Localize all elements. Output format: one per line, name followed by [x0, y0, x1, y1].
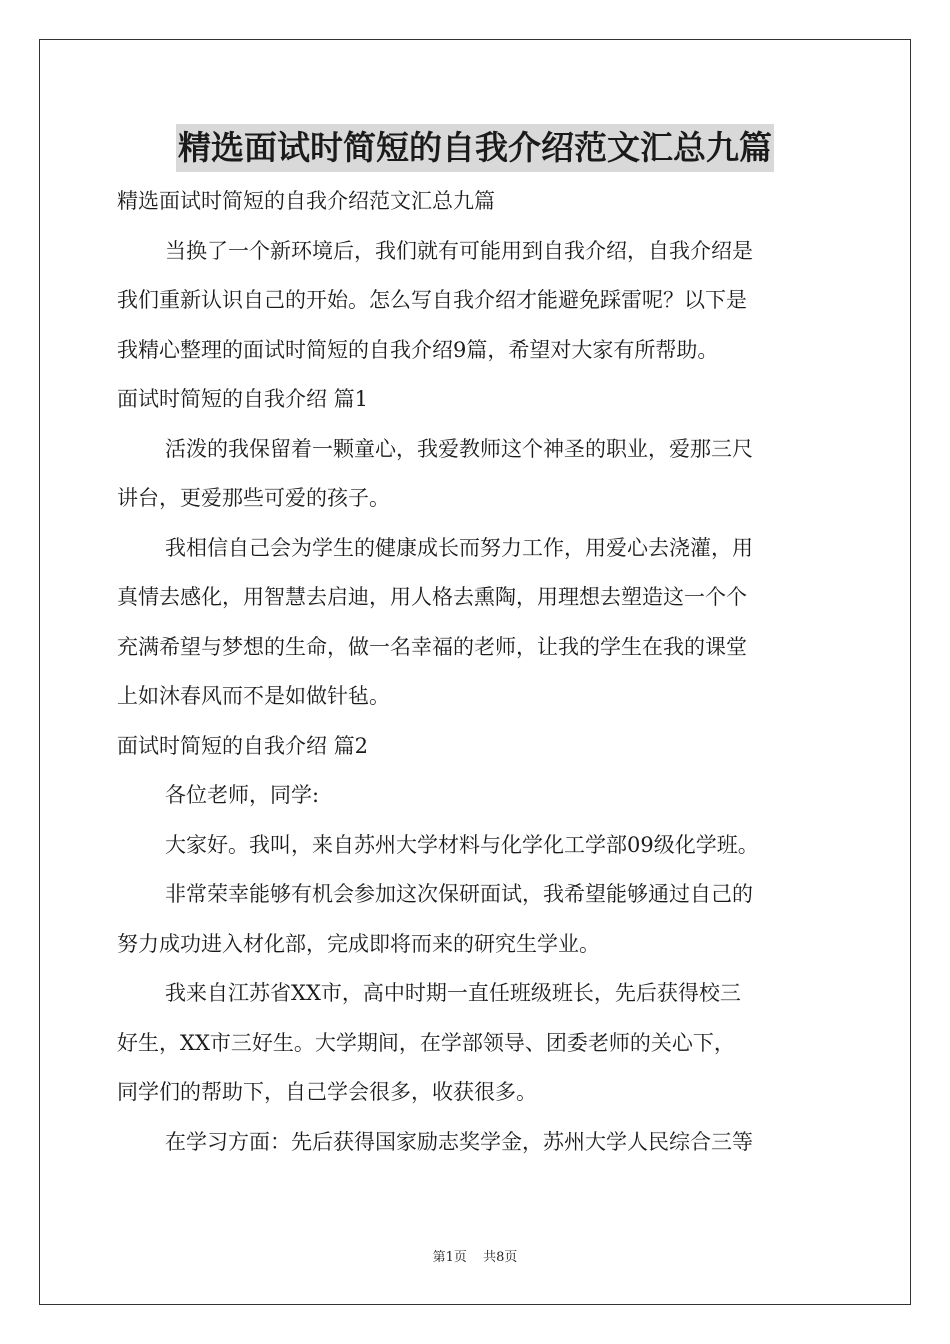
text-line: 努力成功进入材化部，完成即将而来的研究生学业。 [117, 931, 600, 956]
text-line: 精选面试时简短的自我介绍范文汇总九篇 [117, 189, 495, 213]
text-line: 当换了一个新环境后，我们就有可能用到自我介绍，自我介绍是 [165, 238, 753, 263]
text-line: 活泼的我保留着一颗童心，我爱教师这个神圣的职业，爱那三尺 [165, 436, 753, 461]
page-total: 共8页 [483, 1250, 518, 1265]
text-line: 真情去感化，用智慧去启迪，用人格去熏陶，用理想去塑造这一个个 [117, 585, 747, 609]
page-footer [0, 1246, 950, 1265]
text-line: 上如沐春风而不是如做针毡。 [117, 684, 390, 708]
text-line: 在学习方面：先后获得国家励志奖学金，苏州大学人民综合三等 [165, 1129, 753, 1154]
text-line: 面试时简短的自我介绍 篇2 [117, 733, 369, 758]
text-line: 好生，XX市三好生。大学期间，在学部领导、团委老师的关心下， [117, 1030, 735, 1055]
text-line: 讲台，更爱那些可爱的孩子。 [117, 486, 390, 510]
document-title: 精选面试时简短的自我介绍范文汇总九篇 [176, 124, 774, 172]
text-line: 面试时简短的自我介绍 篇1 [117, 387, 369, 411]
title-container [0, 124, 950, 172]
text-line: 我相信自己会为学生的健康成长而努力工作，用爱心去浇灌，用 [165, 535, 753, 560]
text-line: 我们重新认识自己的开始。怎么写自我介绍才能避免踩雷呢？以下是 [117, 288, 747, 312]
text-line: 非常荣幸能够有机会参加这次保研面试，我希望能够通过自己的 [165, 882, 753, 906]
text-line: 我来自江苏省XX市，高中时期一直任班级班长，先后获得校三 [165, 981, 741, 1005]
text-line: 我精心整理的面试时简短的自我介绍9篇，希望对大家有所帮助。 [117, 337, 719, 362]
page-number: 第1页 [432, 1250, 467, 1265]
text-line: 充满希望与梦想的生命，做一名幸福的老师，让我的学生在我的课堂 [117, 634, 747, 659]
text-line: 各位老师，同学: [165, 783, 320, 807]
text-line: 同学们的帮助下，自己学会很多，收获很多。 [117, 1080, 537, 1104]
document-body [117, 177, 835, 1167]
text-line: 大家好。我叫，来自苏州大学材料与化学化工学部09级化学班。 [165, 832, 759, 857]
